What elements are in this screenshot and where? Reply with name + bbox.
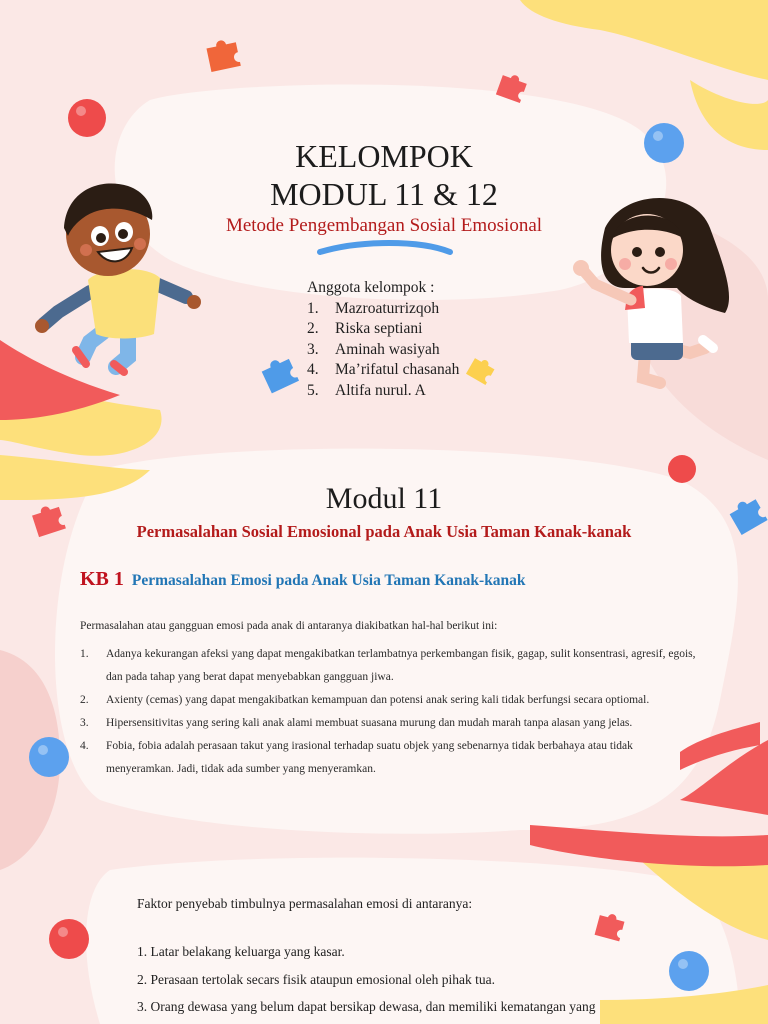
ball-icon bbox=[67, 98, 107, 138]
member-list bbox=[307, 278, 459, 402]
list-number: 2. bbox=[80, 694, 89, 706]
list-text: Axienty (cemas) yang dapat mengakibatkan kemampuan dan potensi anak sering kali tidak berfungsi secara optiomal. bbox=[106, 694, 650, 706]
list-number: 5. bbox=[307, 381, 319, 399]
modul-title: Modul 11 bbox=[325, 482, 443, 515]
subtitle: Metode Pengembangan Sosial Emosional bbox=[225, 215, 543, 236]
list-number: 4. bbox=[307, 361, 319, 379]
list-text: Fobia, fobia adalah perasaan takut yang irasional terhadap suatu objek yang sebenarnya tidak berbahaya atau tidak menyeramkan. Jadi, tidak ada sumber yang menyeramkan. bbox=[106, 740, 633, 775]
list-item bbox=[80, 735, 700, 781]
list-item bbox=[80, 689, 700, 712]
list-item: 1. Latar belakang keluarga yang kasar. bbox=[137, 944, 345, 959]
list-number: 1. bbox=[80, 648, 89, 660]
kb-intro: Permasalahan atau gangguan emosi pada anak di antaranya diakibatkan hal-hal berikut ini: bbox=[80, 620, 498, 632]
ball-icon bbox=[28, 736, 70, 778]
list-item bbox=[307, 319, 459, 340]
kb-heading bbox=[80, 568, 526, 591]
faktor-intro: Faktor penyebab timbulnya permasalahan emosi di antaranya: bbox=[137, 896, 473, 911]
member-name: Riska septiani bbox=[335, 320, 423, 338]
list-item bbox=[307, 299, 459, 320]
modul-subtitle: Permasalahan Sosial Emosional pada Anak Usia Taman Kanak-kanak bbox=[136, 522, 632, 541]
list-item: 3. Orang dewasa yang belum dapat bersikap dewasa, dan memiliki kematangan yang bbox=[137, 999, 596, 1014]
list-number: 3. bbox=[80, 717, 89, 729]
list-number: 4. bbox=[80, 740, 89, 752]
list-text: Hipersensitivitas yang sering kali anak alami membuat suasana murung dan mudah marah tanpa alasan yang jelas. bbox=[106, 717, 633, 729]
list-item: 2. Perasaan tertolak secars fisik ataupun emosional oleh pihak tua. bbox=[137, 971, 496, 987]
member-name: Ma’rifatul chasanah bbox=[335, 361, 460, 379]
ball-icon bbox=[667, 454, 697, 484]
faktor-list bbox=[137, 938, 697, 1021]
kb-title: Permasalahan Emosi pada Anak Usia Taman Kanak-kanak bbox=[131, 572, 526, 589]
ball-icon bbox=[48, 918, 90, 960]
list-text: Adanya kekurangan afeksi yang dapat mengakibatkan terlambatnya perkembangan fisik, gagap, sulit konsentrasi, agresif, egois, dan pada tahap yang berat dapat menyebabkan gangguan jiwa. bbox=[106, 648, 696, 683]
member-name: Mazroaturrizqoh bbox=[335, 299, 440, 317]
list-number: 1. bbox=[307, 299, 319, 317]
title-line-1: KELOMPOK bbox=[295, 138, 473, 174]
member-name: Aminah wasiyah bbox=[335, 340, 440, 358]
title-line-2: MODUL 11 & 12 bbox=[270, 176, 498, 212]
list-number: 2. bbox=[307, 320, 319, 338]
kb-list bbox=[80, 643, 700, 781]
list-item bbox=[80, 712, 700, 735]
list-number: 3. bbox=[307, 340, 319, 358]
member-list-label: Anggota kelompok : bbox=[307, 279, 435, 296]
kb-label: KB 1 bbox=[80, 568, 124, 590]
list-item bbox=[307, 340, 459, 361]
list-item bbox=[307, 381, 459, 402]
member-name: Altifa nurul. A bbox=[335, 381, 426, 399]
list-item bbox=[80, 643, 700, 689]
list-item bbox=[307, 360, 459, 381]
